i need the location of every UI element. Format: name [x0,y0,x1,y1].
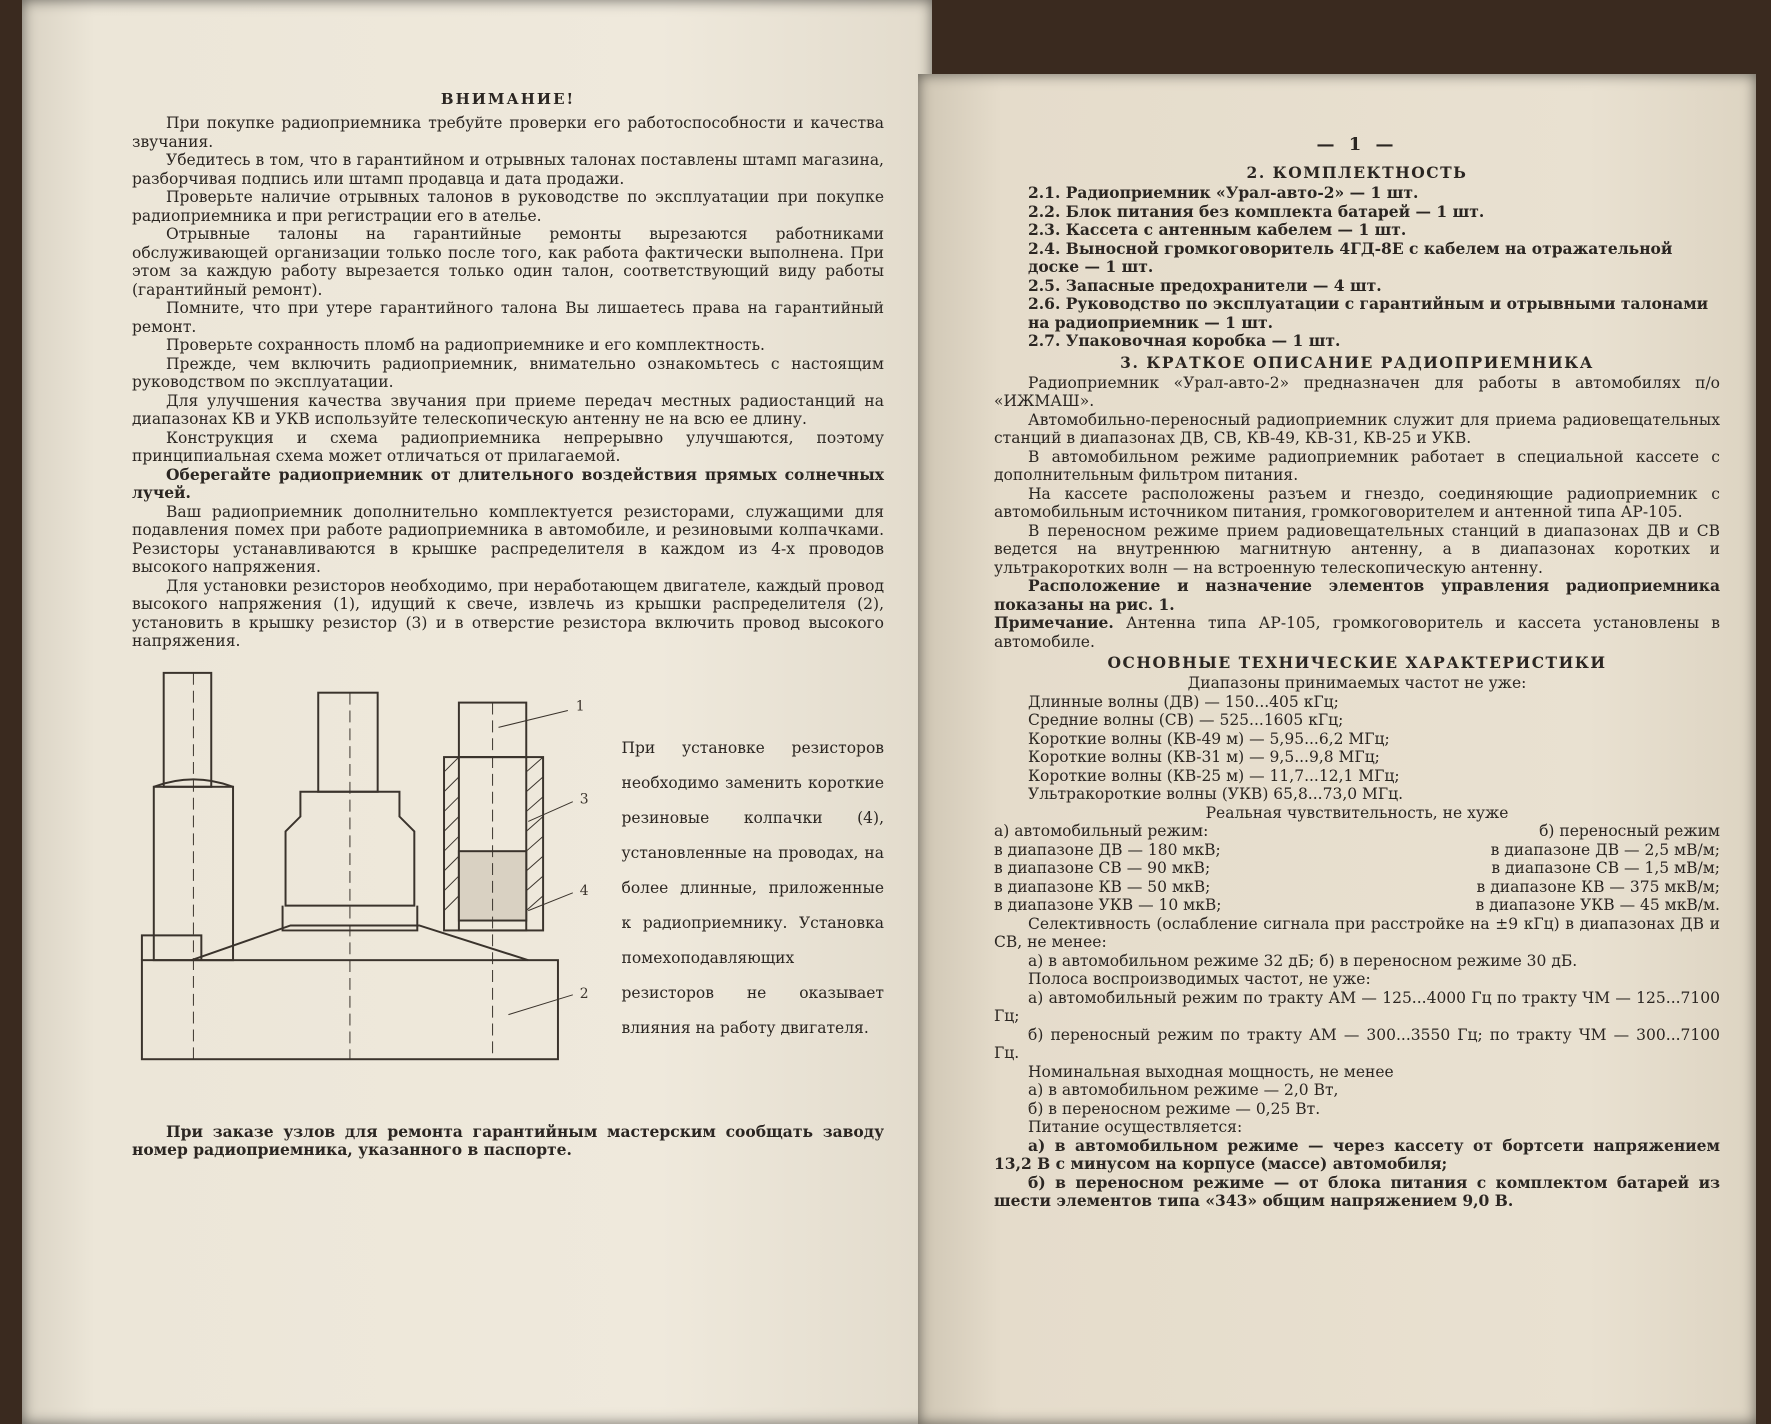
supply-auto: а) в автомобильном режиме — через кассету от бортсети напряжением 13,2 В с минусом на корпусе (массе) автомобиля; [994,1135,1720,1173]
description-paragraph: В автомобильном режиме радиоприемник работает в специальной кассете с дополнительным фильтром питания. [994,447,1720,484]
range-item: Средние волны (СВ) — 525...1605 кГц; [1028,711,1344,729]
range-item: Короткие волны (КВ-31 м) — 9,5...9,8 МГц; [1028,748,1380,766]
selectivity-values: а) в автомобильном режиме 32 дБ; б) в переносном режиме 30 дБ. [1028,951,1578,970]
sunlight-warning: Оберегайте радиоприемник от длительного воздействия прямых солнечных лучей. [132,464,884,502]
page-number: — 1 — [1316,134,1398,155]
left-paragraph: Для установки резисторов необходимо, при неработающем двигателе, каждый провод высокого напряжения (1), идущий к свече, извлечь из крышки распределителя (2), установить в крышку резистор (3) и в отверстие резистора включить провод высокого напряжения. [132,576,884,650]
sens-auto: в диапазоне СВ — 90 мкВ; [994,859,1211,877]
description-paragraph: На кассете расположены разъем и гнездо, соединяющие радиоприемник с автомобильным источником питания, громкоговорителем и антенной типа АР-105. [994,484,1720,521]
range-item: Ультракороткие волны (УКВ) 65,8...73,0 МГц. [1028,785,1404,803]
section-3-title: 3. КРАТКОЕ ОПИСАНИЕ РАДИОПРИЕМНИКА [1120,352,1594,372]
figure-caption [607,671,884,1071]
left-paragraph: Проверьте сохранность пломб на радиоприемнике и его комплектность. [166,336,765,354]
middle-wire [318,692,377,791]
sensitivity-row [994,896,1720,915]
range-item: Короткие волны (КВ-49 м) — 5,95...6,2 МГц; [1028,729,1390,748]
left-paragraph: Прежде, чем включить радиоприемник, внимательно ознакомьтесь с настоящим руководством по эксплуатации. [132,354,884,391]
left-page [22,0,932,1424]
supply-portable: б) в переносном режиме — от блока питания с комплектом батарей из шести элементов типа «343» общим напряжением 9,0 В. [994,1172,1720,1210]
ranges-title: Диапазоны принимаемых частот не уже: [1187,674,1527,692]
figure-block [132,671,884,1071]
sensitivity-row [994,859,1720,878]
supply-title: Питание осуществляется: [1028,1118,1243,1136]
sens-portable: в диапазоне УКВ — 45 мкВ/м. [1475,896,1720,914]
description-paragraph: В переносном режиме прием радиовещательных станций в диапазонах ДВ и СВ ведется на внутреннюю магнитную антенну, а в диапазонах коротких и ультракоротких волн — на встроенную телескопическую антенну. [994,521,1720,577]
left-wire [164,672,212,786]
sens-auto: в диапазоне КВ — 50 мкВ; [994,877,1211,896]
label-2: 2 [579,985,589,1002]
resistor-diagram [132,671,607,1071]
kit-item: 2.1. Радиоприемник «Урал-авто-2» — 1 шт. [1028,183,1419,202]
sensitivity-row [994,878,1720,897]
kit-item: 2.3. Кассета с антенным кабелем — 1 шт. [1028,220,1407,239]
sens-head-portable: б) переносный режим [1539,822,1720,840]
label-1: 1 [575,698,585,715]
sensitivity-title: Реальная чувствительность, не хуже [1205,803,1509,822]
band-auto: а) автомобильный режим по тракту АМ — 125...4000 Гц по тракту ЧМ — 125...7100 Гц; [994,988,1720,1025]
label-4: 4 [579,882,589,899]
sens-auto: в диапазоне ДВ — 180 мкВ; [994,840,1221,859]
selectivity: Селективность (ослабление сигнала при расстройке на ±9 кГц) в диапазонах ДВ и СВ, не менее: [994,914,1720,951]
left-paragraph: Проверьте наличие отрывных талонов в руководстве по эксплуатации при покупке радиоприемника и при регистрации его в ателье. [132,188,884,225]
range-item: Длинные волны (ДВ) — 150...405 кГц; [1028,692,1339,711]
power-title: Номинальная выходная мощность, не менее [1028,1062,1394,1081]
right-page [918,74,1756,1424]
left-paragraph: Для улучшения качества звучания при приеме передач местных радиостанций на диапазонах КВ и УКВ используйте телескопическую антенну не на всю ее длину. [132,391,884,428]
left-paragraph: Помните, что при утере гарантийного талона Вы лишаетесь права на гарантийный ремонт. [132,299,884,336]
note-label: Примечание. [994,613,1114,632]
power-auto: а) в автомобильном режиме — 2,0 Вт, [1028,1081,1339,1099]
description-paragraph: Радиоприемник «Урал-авто-2» предназначен для работы в автомобилях п/о «ИЖМАШ». [994,373,1720,410]
left-paragraph: При покупке радиоприемника требуйте проверки его работоспособности и качества звучания. [132,114,884,151]
left-paragraph: Отрывные талоны на гарантийные ремонты вырезаются работниками обслуживающей организации только после того, как работа фактически выполнена. При этом за каждую работу вырезается только один талон, соответствующий виду работы (гарантийный ремонт). [132,225,884,299]
sensitivity-row [994,841,1720,860]
section-2-title: 2. КОМПЛЕКТНОСТЬ [1246,163,1468,182]
sensitivity-header [994,822,1720,841]
band-title: Полоса воспроизводимых частот, не уже: [1028,970,1371,988]
kit-item: 2.6. Руководство по эксплуатации с гарантийным и отрывными талонами на радиоприемник — 1 шт. [1028,294,1709,332]
sens-portable: в диапазоне СВ — 1,5 мВ/м; [1491,859,1720,877]
location-note: Расположение и назначение элементов управления радиоприемника показаны на рис. 1. [994,576,1720,614]
sens-portable: в диапазоне КВ — 375 мкВ/м; [1476,877,1720,896]
sens-auto: в диапазоне УКВ — 10 мкВ; [994,896,1222,914]
kit-item: 2.2. Блок питания без комплекта батарей — 1 шт. [1028,201,1485,221]
sens-portable: в диапазоне ДВ — 2,5 мВ/м; [1490,840,1720,859]
specs-title: ОСНОВНЫЕ ТЕХНИЧЕСКИЕ ХАРАКТЕРИСТИКИ [1107,653,1607,672]
power-portable: б) в переносном режиме — 0,25 Вт. [1028,1099,1321,1118]
left-paragraph: Убедитесь в том, что в гарантийном и отрывных талонах поставлены штамп магазина, разборчивая подпись или штамп продавца и дата продажи. [132,151,884,188]
sens-head-auto: а) автомобильный режим: [994,822,1209,840]
distributor-cap-base [142,960,558,1059]
label-3: 3 [579,791,589,808]
antenna-note [994,614,1720,651]
attention-title: ВНИМАНИЕ! [440,90,576,108]
range-item: Короткие волны (КВ-25 м) — 11,7...12,1 МГц; [1028,766,1400,785]
left-paragraph: Ваш радиоприемник дополнительно комплектуется резисторами, служащими для подавления помех при работе радиоприемника в автомобиле, и резиновыми колпачками. Резисторы устанавливаются в крышке распределителя в каждом из 4-х проводов высокого напряжения. [132,502,884,576]
kit-item: 2.5. Запасные предохранители — 4 шт. [1028,275,1382,295]
note-text: Антенна типа АР-105, громкоговоритель и кассета установлены в автомобиле. [994,614,1720,651]
repair-order-note: При заказе узлов для ремонта гарантийным мастерским сообщать заводу номер радиоприемника, указанного в паспорте. [132,1121,884,1159]
kit-item: 2.4. Выносной громкоговоритель 4ГД-8Е с кабелем на отражательной доске — 1 шт. [1028,238,1673,276]
band-portable: б) переносный режим по тракту АМ — 300...3550 Гц; по тракту ЧМ — 300...7100 Гц. [994,1025,1720,1062]
description-paragraph: Автомобильно-переносный радиоприемник служит для приема радиовещательных станций в диапазонах ДВ, СВ, КВ-49, КВ-31, КВ-25 и УКВ. [994,410,1720,447]
kit-item: 2.7. Упаковочная коробка — 1 шт. [1028,331,1341,350]
figure-caption-text: При установке резисторов необходимо заменить короткие резиновые колпачки (4), установленные на проводах, на более длинные, приложенные к радиоприемнику. Установка помехоподавляющих резисторов не оказывает влияния на работу двигателя. [621,738,884,1037]
left-paragraph: Конструкция и схема радиоприемника непрерывно улучшаются, поэтому принципиальная схема может отличаться от прилагаемой. [132,428,884,465]
